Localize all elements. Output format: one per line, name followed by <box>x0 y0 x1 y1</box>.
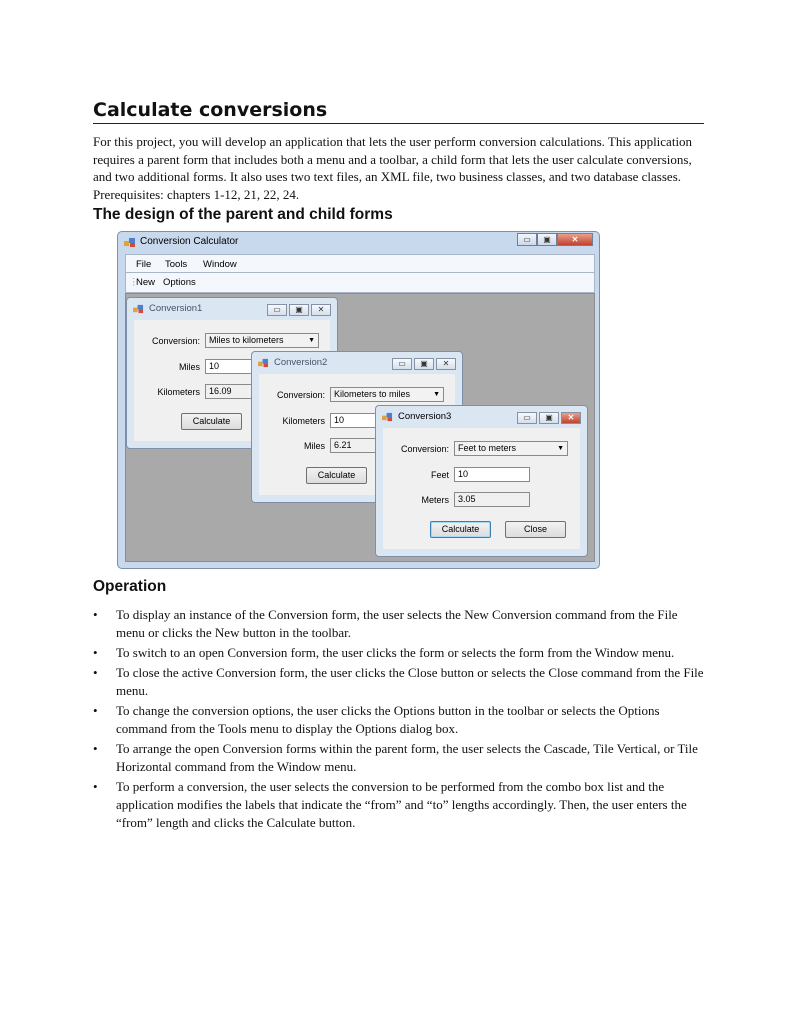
list-item: • To change the conversion options, the user clicks the Options button in the toolbar or selects the Options command from the Tools menu to display the Options dialog box. <box>93 703 660 736</box>
from-label: Miles <box>178 362 200 372</box>
conversion-combo-value: Kilometers to miles <box>334 389 411 399</box>
list-item: • To arrange the open Conversion forms within the parent form, the user selects the Cascade, Tile Vertical, or Tile Horizontal command from the Window menu. <box>93 741 698 774</box>
toolbar-options-button[interactable]: Options <box>163 277 196 288</box>
list-item: • To close the active Conversion form, the user clicks the Close button or selects the Close command from the File menu. <box>93 665 704 698</box>
form-icon <box>258 358 269 368</box>
operation-heading: Operation <box>93 578 167 595</box>
toolbar-new-button[interactable]: New <box>136 277 156 288</box>
operation-list <box>93 606 705 834</box>
conversion-combo[interactable] <box>330 387 444 402</box>
conversion-label: Conversion: <box>151 336 200 346</box>
form-icon <box>382 412 393 422</box>
form-close-button[interactable]: ✕ <box>561 412 581 424</box>
calculate-button[interactable]: Calculate <box>181 413 242 430</box>
conversion-calculator-window <box>117 231 600 569</box>
to-label: Meters <box>421 495 449 505</box>
from-label: Kilometers <box>282 416 325 426</box>
calculate-button[interactable]: Calculate <box>430 521 491 538</box>
form-minimize-button[interactable]: ▭ <box>267 304 287 316</box>
to-output: 16.09 <box>205 384 319 399</box>
toolbar <box>125 273 595 293</box>
conversion-combo[interactable] <box>454 441 568 456</box>
menu-bar <box>125 254 595 273</box>
from-input[interactable]: 10 <box>454 467 530 482</box>
list-item: • To display an instance of the Conversion form, the user selects the New Conversion command from the File menu or clicks the New button in the toolbar. <box>93 607 678 640</box>
toolbar-grip: ⋮ <box>129 277 139 288</box>
to-label: Miles <box>303 441 325 451</box>
form-title: Conversion2 <box>274 357 328 368</box>
form-close-button[interactable]: ✕ <box>436 358 456 370</box>
menu-file[interactable]: File <box>136 259 152 270</box>
chevron-down-icon: ▼ <box>308 337 315 344</box>
form-client-area <box>383 428 580 549</box>
to-output: 3.05 <box>454 492 530 507</box>
form-minimize-button[interactable]: ▭ <box>392 358 412 370</box>
from-input[interactable]: 10 <box>205 359 319 374</box>
from-input[interactable]: 10 <box>330 413 444 428</box>
minimize-button[interactable]: ▭ <box>517 233 537 246</box>
close-form-button[interactable]: Close <box>505 521 566 538</box>
conversion-label: Conversion: <box>276 390 325 400</box>
form-title: Conversion1 <box>149 303 203 314</box>
conversion-label: Conversion: <box>400 444 449 454</box>
design-heading: The design of the parent and child forms <box>93 206 393 223</box>
form-maximize-button[interactable]: ▣ <box>289 304 309 316</box>
conversion-combo[interactable] <box>205 333 319 348</box>
chevron-down-icon: ▼ <box>557 445 564 452</box>
conversion3-form[interactable] <box>375 405 588 557</box>
form-maximize-button[interactable]: ▣ <box>414 358 434 370</box>
list-item: • To perform a conversion, the user selects the conversion to be performed from the combo box list and the application modifies the labels that indicate the “from” and “to” lengths accordingly. Then, the user enters the “from” length and clicks the Calculate button. <box>93 779 687 830</box>
maximize-button[interactable]: ▣ <box>537 233 557 246</box>
conversion-combo-value: Feet to meters <box>458 443 517 453</box>
close-button[interactable]: ✕ <box>557 233 593 246</box>
form-maximize-button[interactable]: ▣ <box>539 412 559 424</box>
mdi-client-area <box>125 293 595 562</box>
form-close-button[interactable]: ✕ <box>311 304 331 316</box>
calculate-button[interactable]: Calculate <box>306 467 367 484</box>
title-bar <box>118 232 599 254</box>
from-label: Feet <box>430 470 449 480</box>
to-output: 6.21 <box>330 438 444 453</box>
intro-paragraph: For this project, you will develop an application that lets the user perform conversion calculations. This application requires a parent form that includes both a menu and a toolbar, a child form that lets the user calculate conversions, and two additional forms. It also uses two text files, an XML file, two business classes, and two database classes. Prerequisites: chapters 1-12, 21, 22, 24. <box>93 134 693 202</box>
menu-window[interactable]: Window <box>203 259 237 270</box>
page-title: Calculate conversions <box>93 99 328 121</box>
form-title: Conversion3 <box>398 411 452 422</box>
to-label: Kilometers <box>157 387 200 397</box>
form-minimize-button[interactable]: ▭ <box>517 412 537 424</box>
menu-tools[interactable]: Tools <box>165 259 188 270</box>
window-title: Conversion Calculator <box>140 236 239 247</box>
title-rule <box>93 123 704 124</box>
chevron-down-icon: ▼ <box>433 391 440 398</box>
form-icon <box>133 304 144 314</box>
conversion-combo-value: Miles to kilometers <box>209 335 284 345</box>
app-icon <box>124 237 136 248</box>
list-item: • To switch to an open Conversion form, the user clicks the form or selects the form from the Window menu. <box>93 645 675 660</box>
